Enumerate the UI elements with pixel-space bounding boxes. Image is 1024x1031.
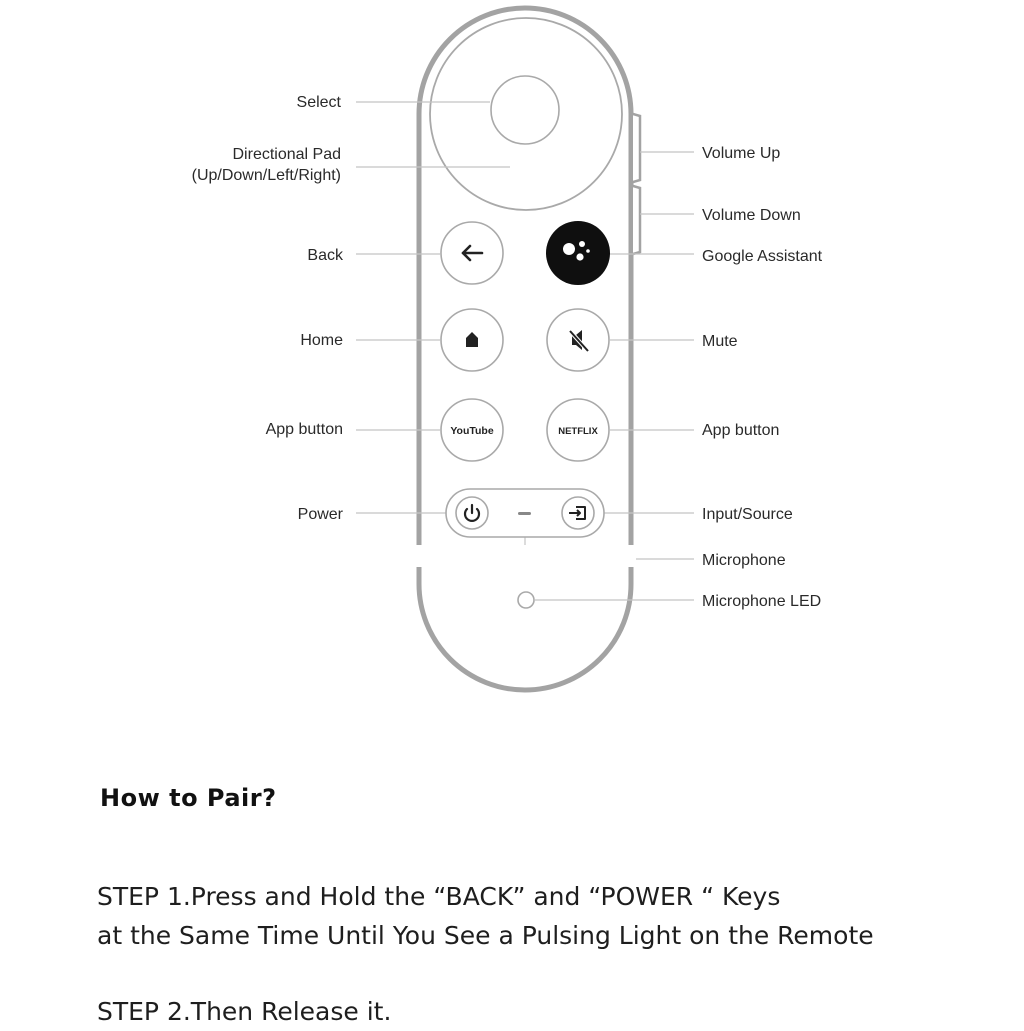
label-microphone: Microphone (702, 552, 786, 569)
google-assistant-button (546, 221, 610, 285)
label-app-right: App button (702, 422, 780, 439)
microphone-icon (518, 512, 531, 515)
label-home: Home (300, 332, 343, 349)
body-gap (416, 545, 636, 567)
step-2-text: STEP 2.Then Release it. (97, 997, 392, 1026)
step-2 (97, 992, 391, 1031)
label-app-left: App button (265, 421, 343, 438)
mute-button (547, 309, 609, 371)
home-button (441, 309, 503, 371)
label-back: Back (307, 247, 343, 264)
select-button (491, 76, 559, 144)
label-volume-up: Volume Up (702, 145, 781, 162)
label-select: Select (296, 94, 341, 111)
pair-heading: How to Pair? (100, 784, 277, 812)
step-1-line-2: at the Same Time Until You See a Pulsing Light on the Remote (97, 921, 874, 950)
label-microphone-led: Microphone LED (702, 593, 822, 610)
step-1 (97, 877, 874, 955)
power-button (456, 497, 488, 529)
volume-down-key (633, 186, 640, 254)
volume-up-key (633, 114, 640, 182)
youtube-label: YouTube (450, 425, 494, 437)
label-google-assistant: Google Assistant (702, 248, 823, 265)
label-volume-down: Volume Down (702, 207, 801, 224)
back-button (441, 222, 503, 284)
youtube-button (441, 399, 503, 461)
label-dpad-line1: Directional Pad (232, 146, 341, 163)
input-source-button (562, 497, 594, 529)
label-mute: Mute (702, 333, 738, 350)
label-power: Power (297, 506, 343, 523)
label-input-source: Input/Source (702, 506, 793, 523)
netflix-label: NETFLIX (558, 426, 598, 437)
netflix-button (547, 399, 609, 461)
step-1-line-1: STEP 1.Press and Hold the “BACK” and “POWER “ Keys (97, 882, 781, 911)
label-dpad-line2: (Up/Down/Left/Right) (191, 167, 341, 184)
led-icon (518, 592, 534, 608)
